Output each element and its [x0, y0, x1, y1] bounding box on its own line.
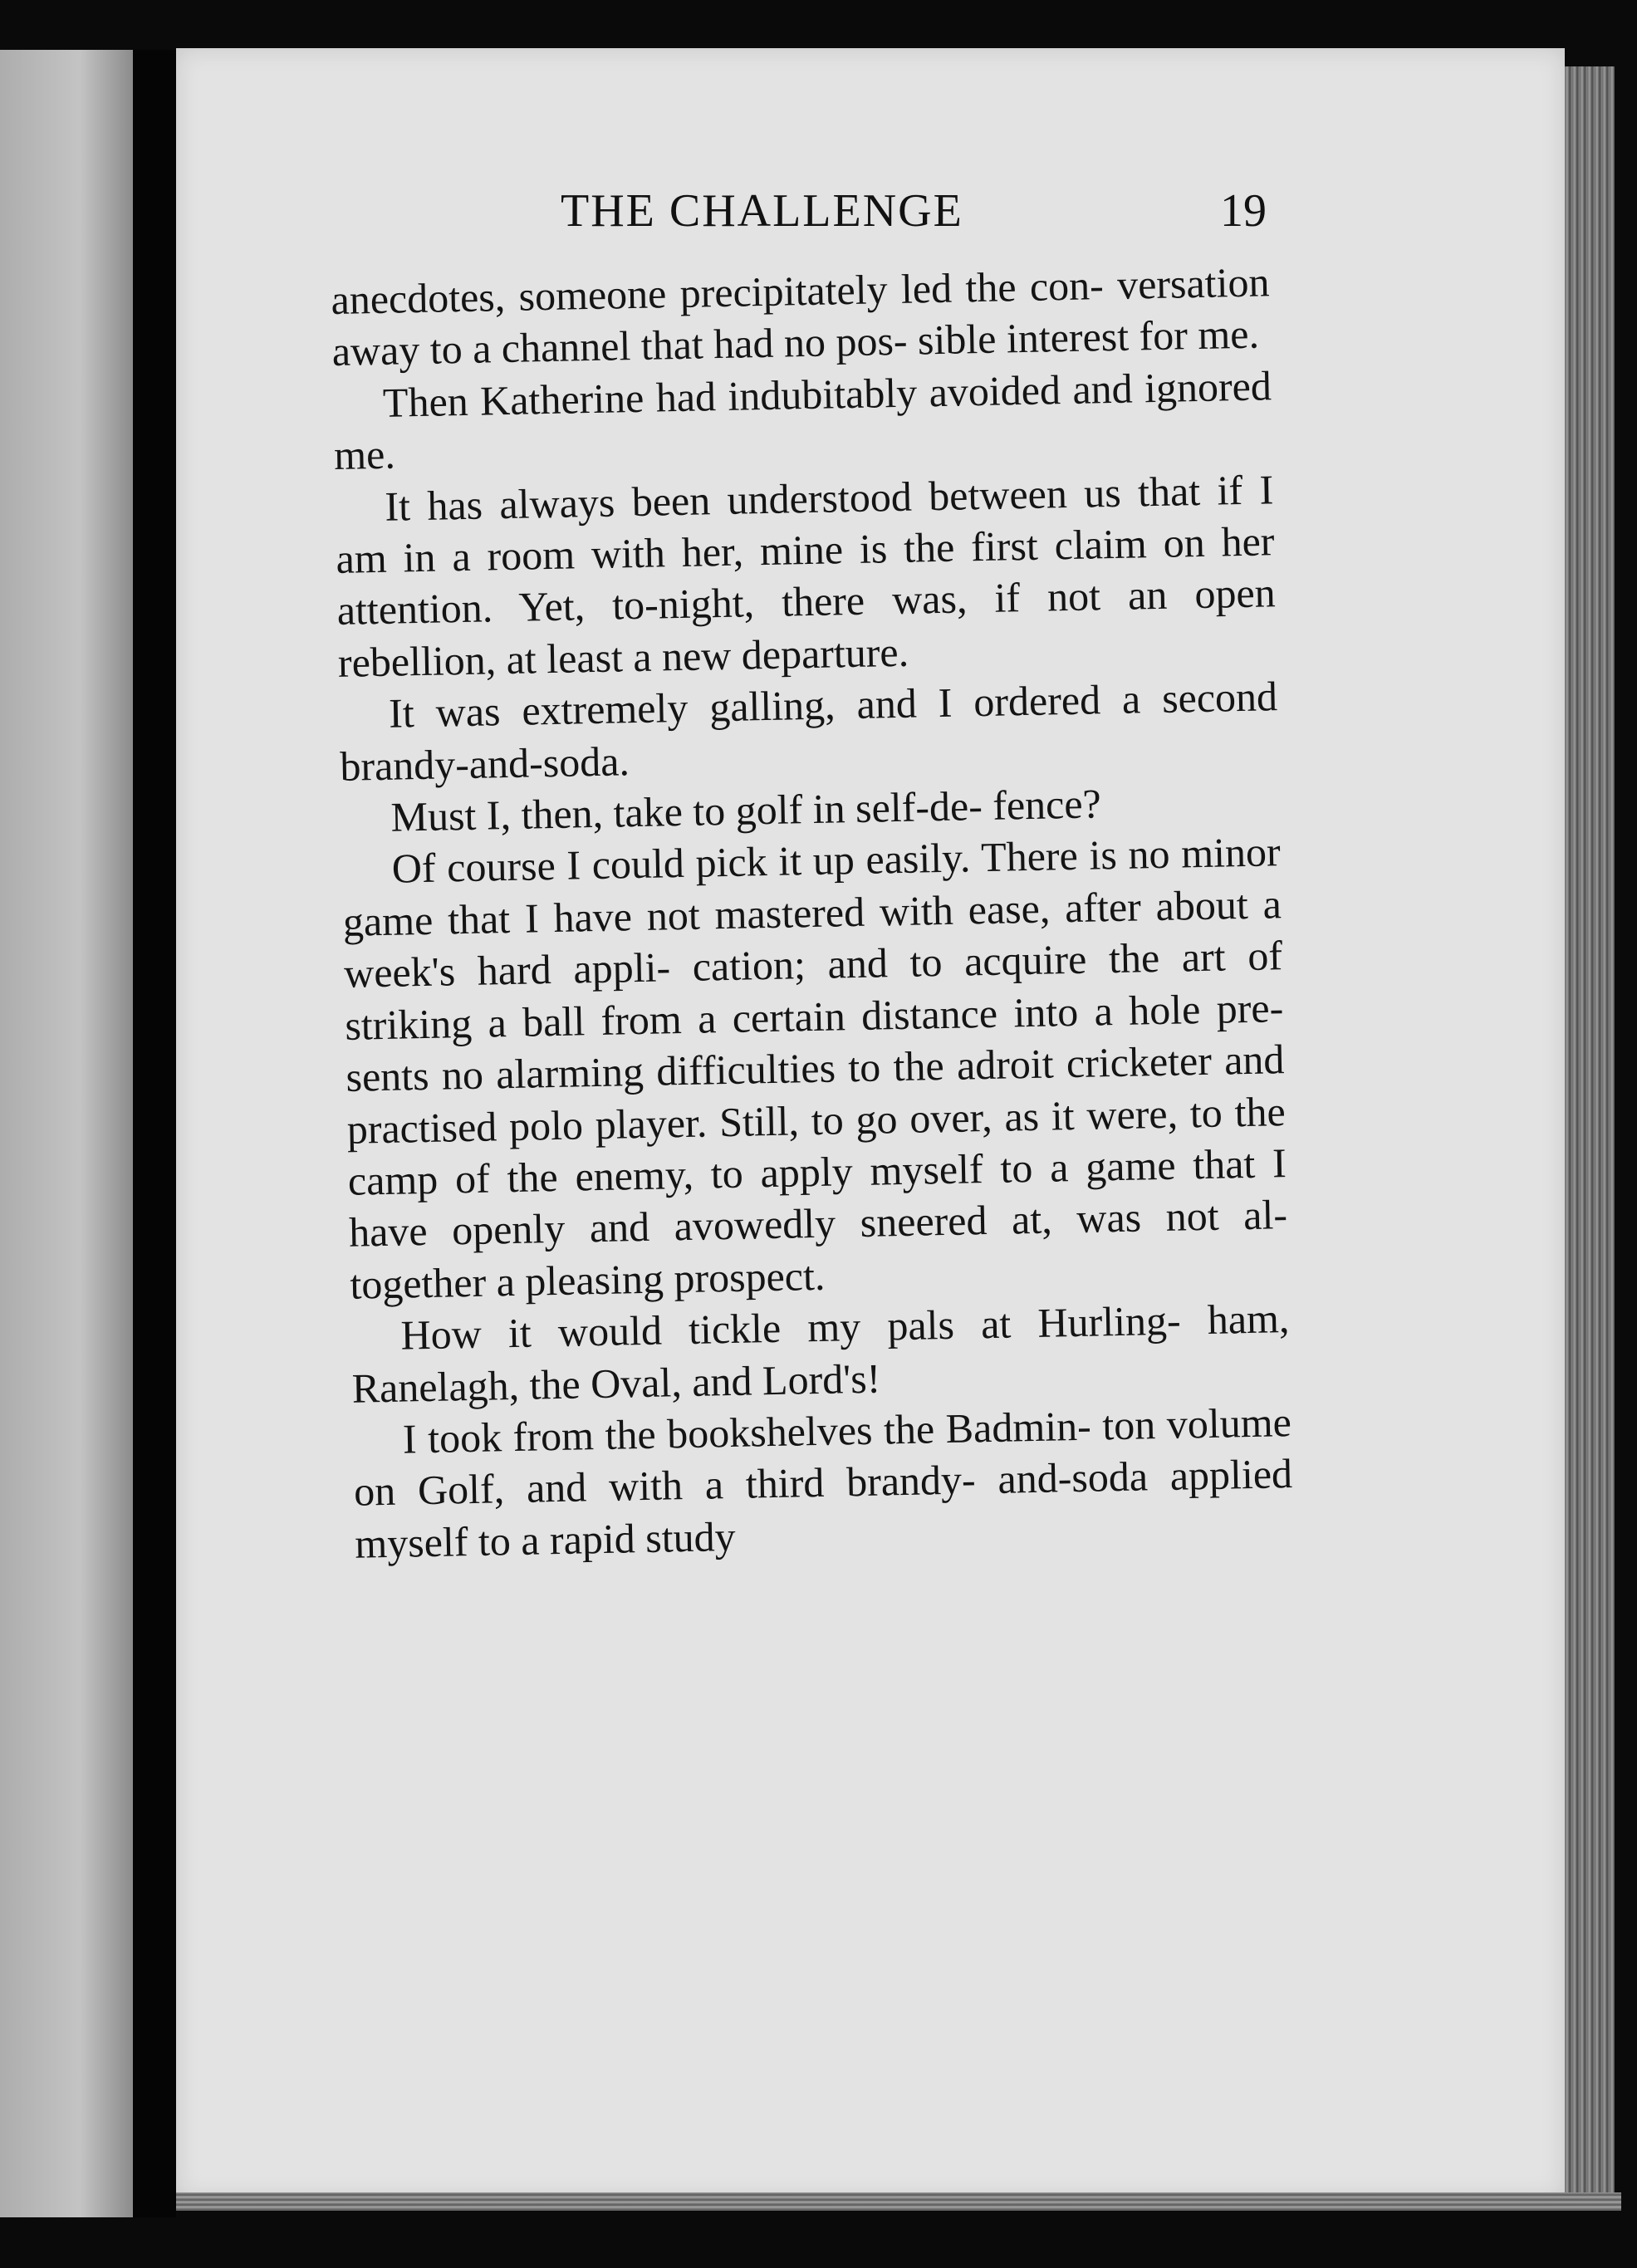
- right-page-stack: [1565, 66, 1615, 2192]
- paragraph-1: anecdotes, someone precipitately led the con- versation away to a channel that had no pos- sible interest for me.: [331, 258, 1270, 375]
- left-page-edge: [0, 50, 133, 2217]
- body-text: [331, 256, 1294, 1570]
- paragraph-2: Then Katherine had indubitably avoided and ignored me.: [333, 362, 1272, 479]
- running-title: THE CHALLENGE: [561, 185, 963, 237]
- bottom-page-stack: [176, 2192, 1621, 2211]
- running-head: [328, 184, 1267, 242]
- book-spine: [133, 50, 176, 2217]
- paragraph-7: How it would tickle my pals at Hurling- ham, Ranelagh, the Oval, and Lord's!: [351, 1295, 1290, 1412]
- paragraph-6: Of course I could pick it up easily. There is no minor game that I have not mastered with ease, after about a week's hard appli- cation; and to acquire the art of striking a ball from a certain distance into a hole pre- sents no alarming difficulties to the adroit cricketer and practised polo player. Still, to go over, as it were, to the camp of the enemy, to apply myself to a game that I have openly and avowedly sneered at, was not al- together a pleasing prospect.: [342, 828, 1288, 1308]
- paragraph-4: It was extremely galling, and I ordered a second brandy-and-soda.: [339, 673, 1278, 790]
- paragraph-5: Must I, then, take to golf in self-de- fence?: [390, 780, 1102, 840]
- page-number: 19: [1220, 185, 1267, 237]
- paragraph-3: It has always been understood between us that if I am in a room with her, mine is the first claim on her attention. Yet, to-night, there was, if not an open rebellion, at least a new departure.: [336, 465, 1277, 686]
- paragraph-8: I took from the bookshelves the Badmin- ton volume on Golf, and with a third brandy- and-soda applied myself to a rapid study: [353, 1398, 1293, 1567]
